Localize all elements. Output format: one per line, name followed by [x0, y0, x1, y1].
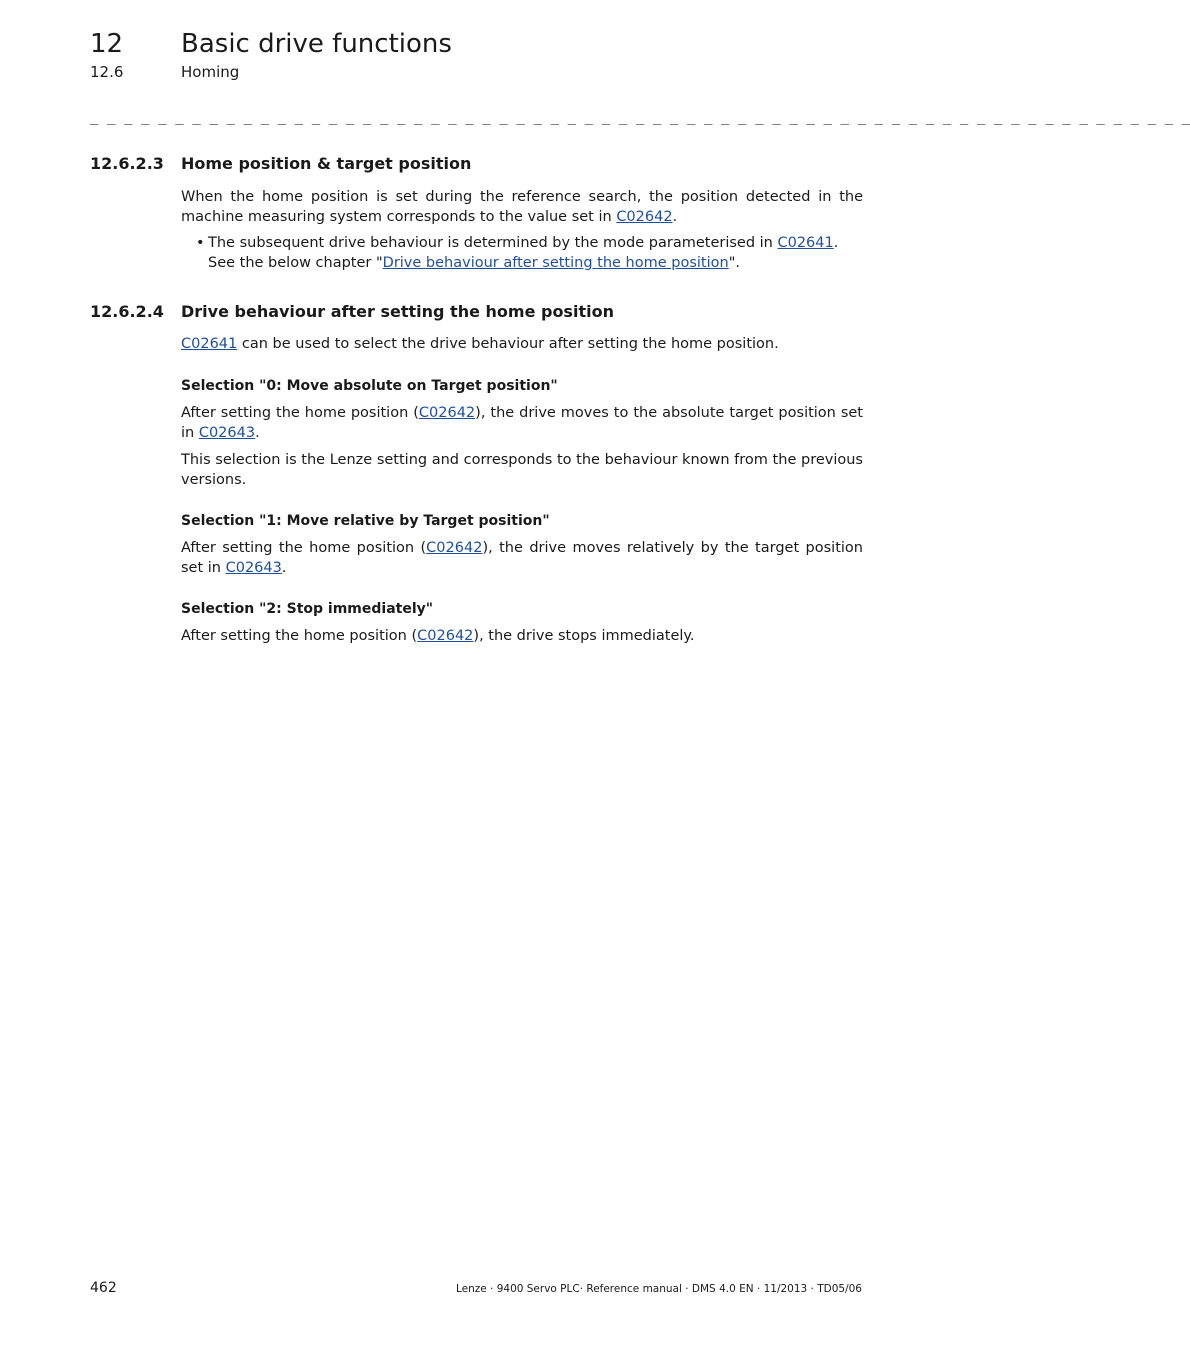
text-run: .: [255, 424, 260, 441]
link-c02642[interactable]: C02642: [417, 628, 474, 644]
bullet-icon: •: [196, 235, 205, 251]
text-run: .: [281, 559, 287, 576]
paragraph-home-position: [181, 188, 863, 227]
footer-document-info: Lenze · 9400 Servo PLC· Reference manual · DMS 4.0 EN · 11/2013 · TD05/06: [455, 1283, 862, 1295]
text-run: After setting the home position (: [181, 540, 427, 556]
chapter-title: Basic drive functions: [181, 29, 452, 59]
text-run: After setting the home position (: [181, 405, 419, 421]
link-c02642[interactable]: C02642: [616, 208, 673, 225]
bullet-item: [208, 234, 863, 273]
heading-drive-behaviour: Drive behaviour after setting the home position: [181, 302, 614, 321]
link-drive-behaviour-chapter[interactable]: Drive behaviour after setting the home position: [382, 254, 729, 271]
link-c02642[interactable]: C02642: [418, 405, 476, 421]
paragraph-selection-1: [181, 539, 863, 578]
heading-home-position-target-position: Home position & target position: [181, 154, 472, 173]
header-separator: _ _ _ _ _ _ _ _ _ _ _ _ _ _ _ _ _ _ _ _ _ _ _ _ _ _ _ _ _ _ _ _ _ _ _ _ _ _ _ _ _ _ _ _ _ _ _ _ _ _ _ _ _ _ _ _ _ _ _ _ _ _ _ _ _: [90, 109, 1190, 125]
paragraph-selection-0: [181, 404, 863, 443]
link-c02643[interactable]: C02643: [225, 559, 282, 576]
heading-selection-0: Selection "0: Move absolute on Target position": [181, 378, 558, 394]
heading-selection-1: Selection "1: Move relative by Target position": [181, 513, 550, 529]
paragraph-lenze-setting: This selection is the Lenze setting and corresponds to the behaviour known from the previous versions.: [181, 452, 863, 488]
page-number: 462: [90, 1280, 117, 1296]
text-run: When the home position is set during the reference search, the position detected in the machine measuring system corresponds to the value set in: [181, 189, 863, 225]
link-c02641[interactable]: C02641: [181, 336, 238, 352]
heading-number-12-6-2-3: 12.6.2.3: [90, 154, 164, 173]
text-run: ), the drive stops immediately.: [473, 628, 695, 644]
text-run: can be used to select the drive behaviour after setting the home position.: [237, 336, 779, 352]
link-c02641[interactable]: C02641: [777, 235, 834, 251]
text-run: The subsequent drive behaviour is determined by the mode parameterised in: [208, 235, 778, 251]
paragraph-intro: [181, 335, 863, 355]
heading-selection-2: Selection "2: Stop immediately": [181, 601, 434, 617]
link-c02642[interactable]: C02642: [426, 540, 483, 556]
text-run: ".: [728, 254, 740, 271]
text-run: ), the drive moves relatively by the target position set in: [181, 540, 863, 576]
section-number: 12.6: [90, 63, 124, 81]
section-title: Homing: [181, 63, 240, 81]
heading-number-12-6-2-4: 12.6.2.4: [90, 302, 164, 321]
paragraph-selection-2: [181, 627, 863, 647]
chapter-number: 12: [90, 29, 124, 59]
text-run: .: [672, 208, 678, 225]
text-run: After setting the home position (: [181, 628, 418, 644]
link-c02643[interactable]: C02643: [198, 424, 256, 441]
text-run: . See the below chapter ": [208, 235, 839, 271]
text-run: ), the drive moves to the absolute target position set in: [181, 405, 863, 441]
